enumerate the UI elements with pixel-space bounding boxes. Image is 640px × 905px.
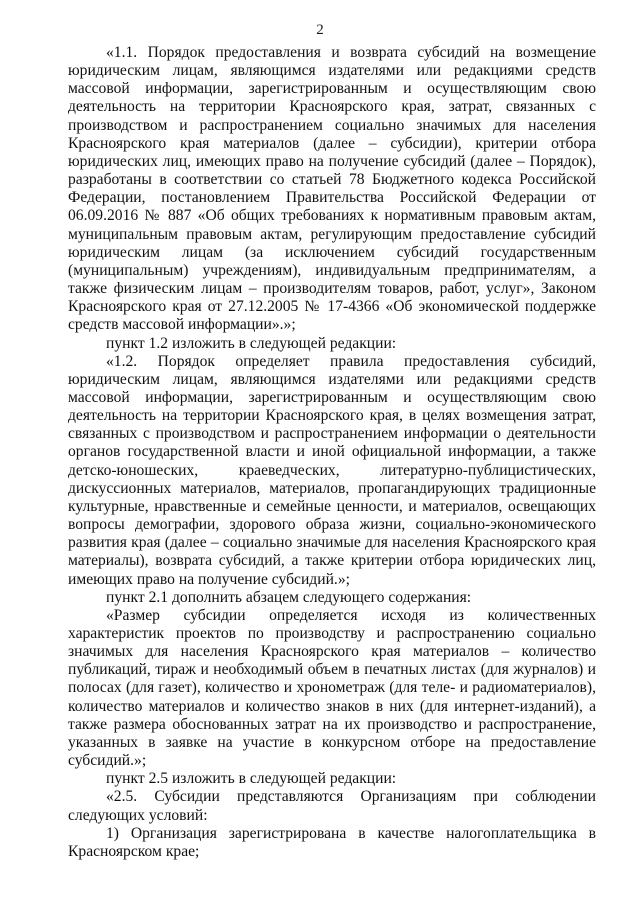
paragraph-2-1-addition: «Размер субсидии определяется исходя из количественных характеристик проектов по производству и распространению социально значимых для населения Красноярского края материалов – количество публикаций, тираж и необходимый объем в печатных листах (для журналов) и полосах (для газет), количество и хронометраж (для теле- и радиоматериалов), количество материалов и количество знаков в них (для интернет-изданий), а также размера обоснованных затрат на их производство и распространение, указанных в заявке на участие в конкурсном отборе на предоставление субсидий.»;	[68, 606, 596, 770]
instruction-paragraph-1-2: пункт 1.2 изложить в следующей редакции:	[106, 334, 397, 352]
document-body	[68, 44, 596, 861]
page-number: 2	[316, 22, 324, 38]
instruction-paragraph-2-1: пункт 2.1 дополнить абзацем следующего содержания:	[106, 588, 472, 606]
paragraph-1-2-text: «1.2. Порядок определяет правила предоставления субсидий, юридическим лицам, являющимся издателями или редакциями средств массовой информации, зарегистрированным и осуществляющим свою деятельность на территории Красноярского края, в целях возмещения затрат, связанных с производством и распространением информации о деятельности органов государственной власти и иной официальной информации, а также детско-юношеских, краеведческих, литературно-публицистических, дискуссионных материалов, материалов, пропагандирующих традиционные культурные, нравственные и семейные ценности, и материалов, освещающих вопросы демографии, здорового образа жизни, социально-экономического развития края (далее – социально значимые для населения Красноярского края материалы), возврата субсидий, а также критерии отбора юридических лиц, имеющих право на получение субсидий.»;	[68, 352, 596, 588]
condition-item-1: 1) Организация зарегистрирована в качестве налогоплательщика в Красноярском крае;	[68, 824, 596, 860]
paragraph-2-5-text: «2.5. Субсидии представляются Организациям при соблюдении следующих условий:	[68, 788, 596, 824]
paragraph-1-1-text: «1.1. Порядок предоставления и возврата субсидий на возмещение юридическим лицам, являющимся издателями или редакциями средств массовой информации, зарегистрированным и осуществляющим свою деятельность на территории Красноярского края, затрат, связанных с производством и распространением социально значимых для населения Красноярского края материалов (далее – субсидии), критерии отбора юридических лиц, имеющих право на получение субсидий (далее – Порядок), разработаны в соответствии со статьей 78 Бюджетного кодекса Российской Федерации, постановлением Правительства Российской Федерации от 06.09.2016 № 887 «Об общих требованиях к нормативным правовым актам, муниципальным правовым актам, регулирующим предоставление субсидий юридическим лицам (за исключением субсидий государственным (муниципальным) учреждениям), индивидуальным предпринимателям, а также физическим лицам – производителям товаров, работ, услуг», Законом Красноярского края от 27.12.2005 № 17-4366 «Об экономической поддержке средств массовой информации».»;	[68, 44, 596, 334]
instruction-paragraph-2-5: пункт 2.5 изложить в следующей редакции:	[106, 770, 397, 788]
